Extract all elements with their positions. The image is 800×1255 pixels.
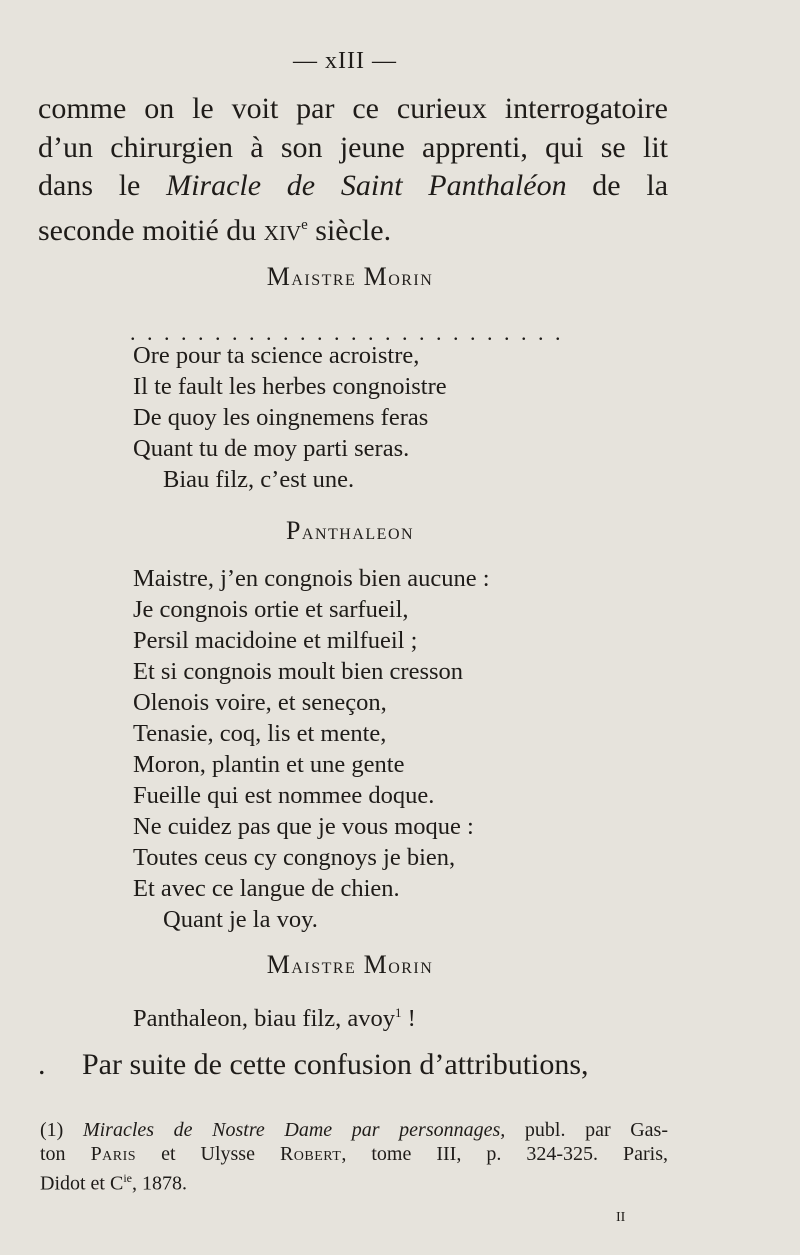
verse-line: Toutes ceus cy congnoys je bien, [133, 844, 456, 871]
footnote: (1) Miracles de Nostre Dame par personnages, publ. par Gas- ton Paris et Ulysse Robert, tome III, p. 324-325. Paris, Didot et $C^{ie}$, 1878. [40, 1119, 669, 1195]
verse-line: Olenois voire, et seneçon, [133, 689, 387, 716]
ellipsis-dots: . . . . . . . . . . . . . . . . . . . . . . . . . . [130, 320, 564, 345]
page-number: — xIII — [293, 48, 397, 74]
continuation-paragraph: . Par suite de cette confusion d’attributions, [38, 1048, 589, 1081]
work-title: Miracle de Saint Panthaléon [166, 169, 567, 202]
verse-line: Ne cuidez pas que je vous moque : [133, 813, 474, 840]
verse-line: Quant tu de moy parti seras. [133, 435, 410, 462]
verse-line: Tenasie, coq, lis et mente, [133, 720, 387, 747]
verse-line: Persil macidoine et milfueil ; [133, 627, 418, 654]
footnote-title: Miracles de Nostre Dame par personnages, [82, 1119, 506, 1141]
verse-line: Et si congnois moult bien cresson [133, 658, 464, 685]
speaker-heading: Maistre Morin [266, 950, 434, 979]
verse-line: Moron, plantin et une gente [133, 751, 405, 778]
verse-line: Maistre, j’en congnois bien aucune : [133, 565, 490, 592]
verse-line: Et avec ce langue de chien. [133, 875, 400, 902]
verse-line: Fueille qui est nommee doque. [133, 782, 435, 809]
verse-line: Biau filz, c’est une. [163, 466, 355, 493]
paragraph-line: Par suite de cette confusion d’attributions, [82, 1048, 589, 1081]
verse-line: Je congnois ortie et sarfueil, [133, 596, 409, 623]
footnote-marker: 1 [394, 1005, 402, 1020]
verse-line: De quoy les oingnemens feras [133, 404, 429, 431]
paragraph-line: d’un chirurgien à son jeune apprenti, qui se lit [38, 130, 668, 164]
speaker-heading: Maistre Morin [266, 262, 434, 291]
paragraph-line: comme on le voit par ce curieux interrogatoire [38, 92, 668, 125]
verse-line: Panthaleon, biau filz, avoy$^1$ ! [133, 1005, 416, 1033]
speaker-heading: Panthaleon [285, 516, 415, 545]
verse-final [133, 997, 416, 1034]
verse-line: Quant je la voy. [163, 906, 318, 933]
verse-block-morin [133, 340, 447, 495]
intro-paragraph [38, 90, 668, 250]
verse-block-panthaleon [133, 563, 490, 935]
paragraph-line: dans le Miracle de Saint Panthaléon de la [38, 169, 669, 202]
paragraph-line: seconde moitié du xiv$^e$ siècle. [38, 213, 392, 247]
footnote-number: (1) [40, 1119, 64, 1141]
verse-line: Il te fault les herbes congnoistre [133, 373, 447, 400]
signature-mark: II [616, 1210, 626, 1225]
verse-line: Ore pour ta science acroistre, [133, 342, 420, 369]
